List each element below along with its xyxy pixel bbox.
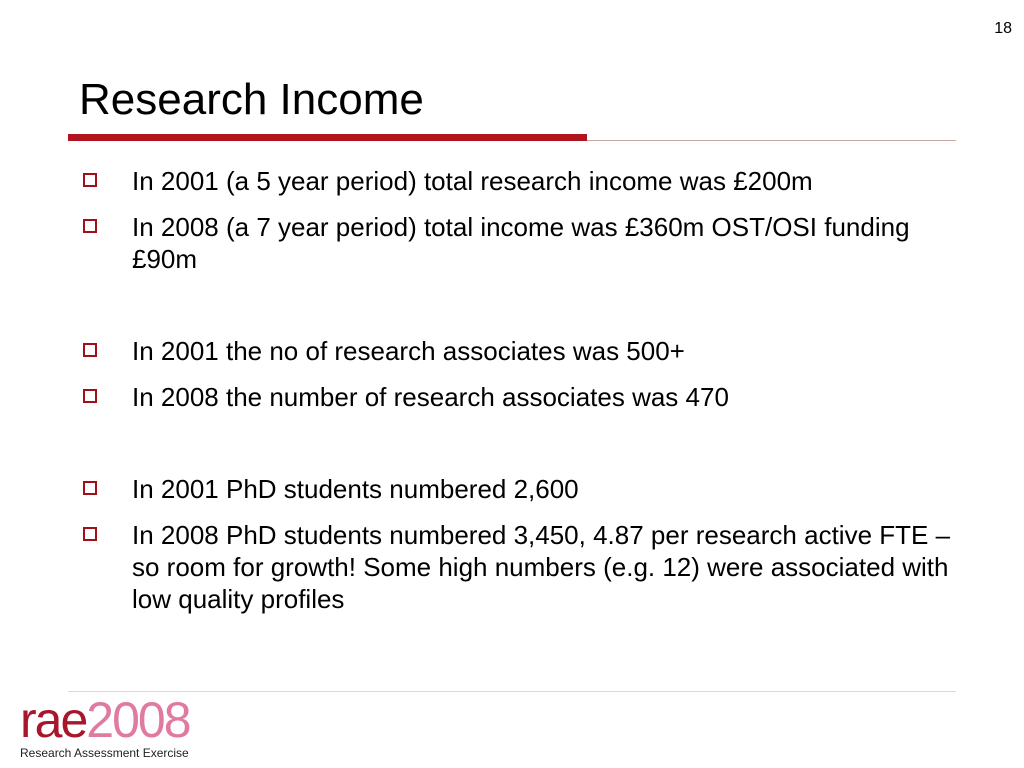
footer-divider [68,691,956,692]
bullet-item [82,519,962,615]
square-bullet-icon [83,219,97,233]
logo-wordmark [20,692,190,748]
square-bullet-icon [83,527,97,541]
bullet-item [82,211,962,275]
bullet-item [82,335,962,367]
bullet-text: In 2008 the number of research associates was 470 [132,382,729,412]
logo-subtitle: Research Assessment Exercise [20,746,189,760]
slide-number: 18 [994,20,1012,37]
page-title: Research Income [79,75,424,124]
bullet-text: In 2008 PhD students numbered 3,450, 4.87 per research active FTE – so room for growth! Some high numbers (e.g. 12) were associated with low quality profiles [132,520,951,614]
bullet-list [82,165,962,629]
bullet-text: In 2001 the no of research associates was 500+ [132,336,685,366]
logo-rae: rae [20,692,87,748]
bullet-text: In 2001 PhD students numbered 2,600 [132,474,579,504]
logo-year: 2008 [86,692,190,748]
bullet-item [82,381,962,413]
bullet-item [82,165,962,197]
title-underline-thin [587,140,956,141]
title-underline-thick [68,134,587,141]
bullet-text: In 2001 (a 5 year period) total research income was £200m [132,166,813,196]
bullet-text: In 2008 (a 7 year period) total income was £360m OST/OSI funding £90m [132,212,910,274]
square-bullet-icon [83,481,97,495]
square-bullet-icon [83,389,97,403]
rae-logo [20,692,190,760]
square-bullet-icon [83,173,97,187]
square-bullet-icon [83,343,97,357]
bullet-item [82,473,962,505]
